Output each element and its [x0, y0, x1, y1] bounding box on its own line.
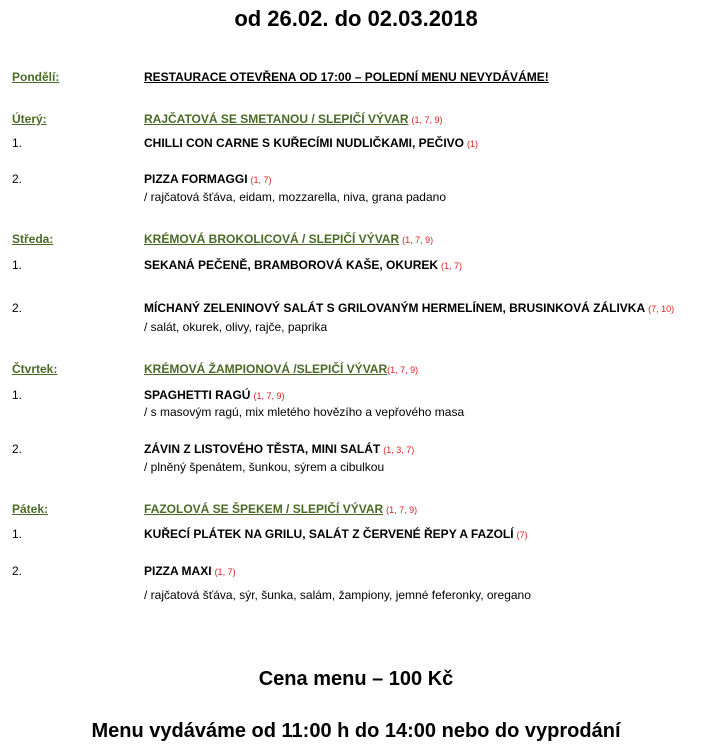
item-number: 2.	[12, 442, 23, 456]
soup-thursday	[144, 362, 418, 376]
soup-allergens: (1, 7, 9)	[387, 365, 419, 375]
soup-name: KRÉMOVÁ ŽAMPIONOVÁ /SLEPIČÍ VÝVAR	[144, 362, 388, 376]
day-label-wednesday: Středa:	[12, 232, 54, 246]
dish-allergens: (1, 7)	[441, 261, 463, 271]
dish-allergens: (1, 7)	[250, 175, 272, 185]
day-label-monday: Pondělí:	[12, 70, 60, 84]
dish-wednesday-1	[144, 258, 462, 272]
item-number: 1.	[12, 388, 23, 402]
soup-name: FAZOLOVÁ SE ŠPEKEM / SLEPIČÍ VÝVAR	[144, 502, 384, 516]
dish-name: SEKANÁ PEČENĚ, BRAMBOROVÁ KAŠE, OKUREK	[144, 258, 439, 272]
soup-allergens: (1, 7, 9)	[386, 505, 418, 515]
monday-notice: RESTAURACE OTEVŘENA OD 17:00 – POLEDNÍ MENU NEVYDÁVÁME!	[144, 70, 549, 84]
soup-allergens: (1, 7, 9)	[411, 115, 443, 125]
dish-wednesday-2	[144, 301, 674, 315]
item-number: 2.	[12, 564, 23, 578]
item-number: 2.	[12, 172, 23, 186]
menu-title: od 26.02. do 02.03.2018	[234, 6, 478, 31]
soup-wednesday	[144, 232, 433, 246]
dish-description: / plněný špenátem, šunkou, sýrem a cibulkou	[144, 460, 385, 474]
soup-friday	[144, 502, 417, 516]
dish-name: KUŘECÍ PLÁTEK NA GRILU, SALÁT Z ČERVENÉ ŘEPY A FAZOLÍ	[144, 527, 514, 541]
dish-name: PIZZA MAXI	[144, 564, 212, 578]
soup-name: KRÉMOVÁ BROKOLICOVÁ / SLEPIČÍ VÝVAR	[144, 232, 400, 246]
dish-name: MÍCHANÝ ZELENINOVÝ SALÁT S GRILOVANÝM HERMELÍNEM, BRUSINKOVÁ ZÁLIVKA	[144, 301, 646, 315]
day-label-tuesday: Úterý:	[12, 112, 47, 126]
dish-allergens: (1, 3, 7)	[383, 445, 415, 455]
dish-thursday-2	[144, 442, 414, 456]
dish-description: / s masovým ragú, mix mletého hovězího a vepřového masa	[144, 405, 465, 419]
dish-allergens: (1, 7)	[214, 567, 236, 577]
dish-name: SPAGHETTI RAGÚ	[144, 388, 251, 402]
soup-allergens: (1, 7, 9)	[402, 235, 434, 245]
dish-allergens: (1)	[467, 139, 479, 149]
item-number: 2.	[12, 301, 23, 315]
dish-thursday-1	[144, 388, 284, 402]
item-number: 1.	[12, 136, 23, 150]
dish-tuesday-2	[144, 172, 272, 186]
item-number: 1.	[12, 258, 23, 272]
day-label-thursday: Čtvrtek:	[12, 362, 58, 376]
dish-name: CHILLI CON CARNE S KUŘECÍMI NUDLIČKAMI, PEČIVO	[144, 136, 465, 150]
dish-tuesday-1	[144, 136, 478, 150]
dish-friday-2	[144, 564, 236, 578]
dish-description: / rajčatová šťáva, sýr, šunka, salám, žampiony, jemné feferonky, oregano	[144, 588, 531, 602]
dish-allergens: (1, 7, 9)	[253, 391, 285, 401]
dish-description: / rajčatová šťáva, eidam, mozzarella, niva, grana padano	[144, 190, 446, 204]
dish-name: PIZZA FORMAGGI	[144, 172, 248, 186]
soup-tuesday	[144, 112, 443, 126]
menu-price: Cena menu – 100 Kč	[258, 668, 454, 690]
serving-hours: Menu vydáváme od 11:00 h do 14:00 nebo do vyprodání	[91, 720, 621, 742]
dish-allergens: (7, 10)	[648, 304, 675, 314]
soup-name: RAJČATOVÁ SE SMETANOU / SLEPIČÍ VÝVAR	[144, 112, 409, 126]
day-label-friday: Pátek:	[12, 502, 49, 516]
dish-allergens: (7)	[516, 530, 528, 540]
dish-description: / salát, okurek, olivy, rajče, paprika	[144, 320, 328, 334]
dish-name: ZÁVIN Z LISTOVÉHO TĚSTA, MINI SALÁT	[144, 442, 381, 456]
dish-friday-1	[144, 527, 528, 541]
item-number: 1.	[12, 527, 23, 541]
